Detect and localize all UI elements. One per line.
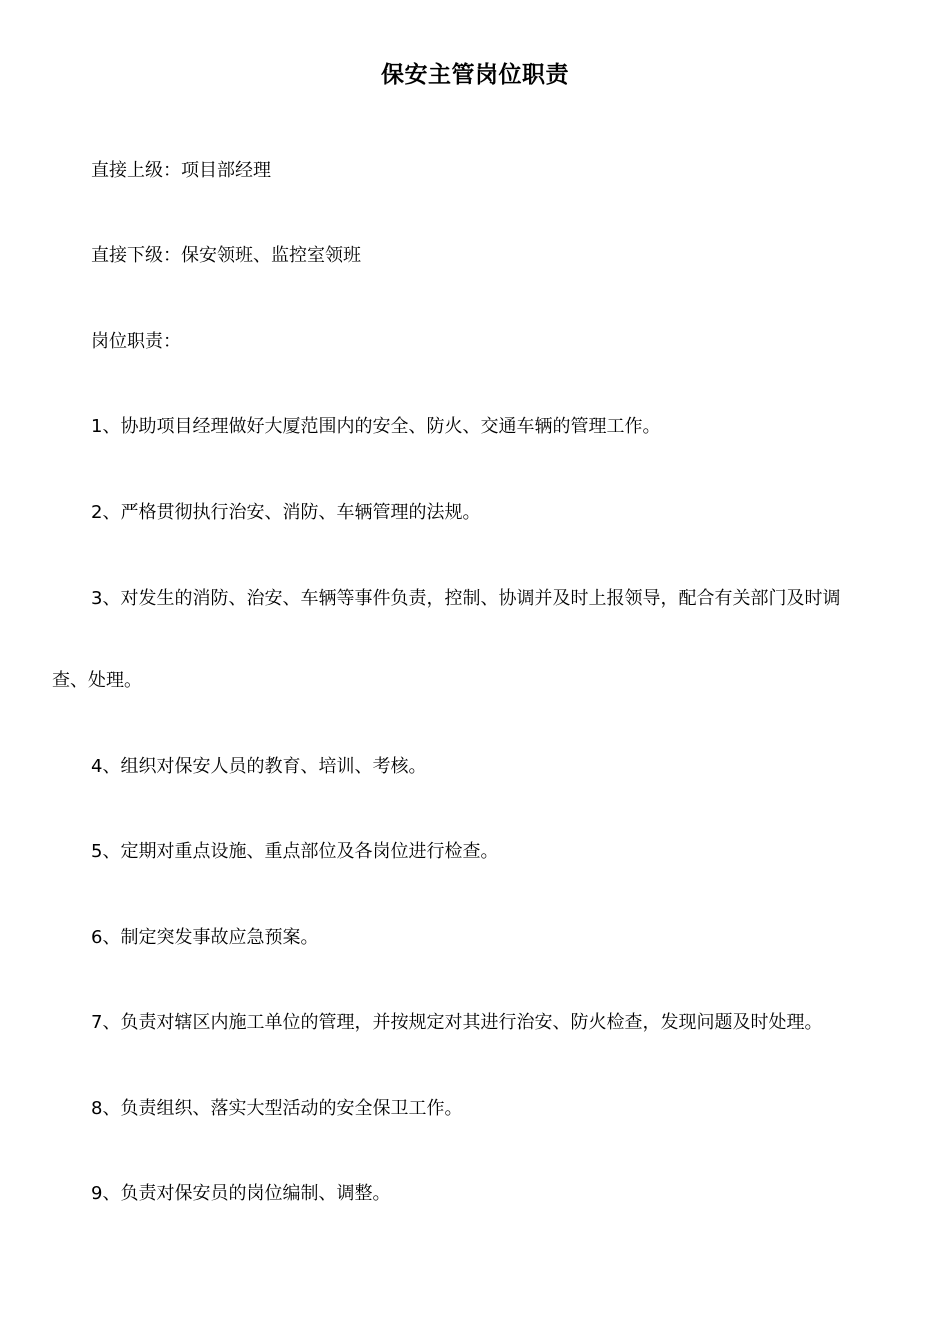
duty-item-2: 2、严格贯彻执行治安、消防、车辆管理的法规。: [91, 502, 481, 523]
duty-item-7: 7、负责对辖区内施工单位的管理，并按规定对其进行治安、防火检查，发现问题及时处理。: [91, 1012, 823, 1033]
duty-item-6: 6、制定突发事故应急预案。: [91, 927, 319, 948]
duty-item-9: 9、负责对保安员的岗位编制、调整。: [91, 1183, 391, 1204]
duty-item-3-continued: 查、处理。: [52, 670, 142, 691]
duties-heading: 岗位职责：: [91, 331, 181, 352]
direct-subordinate: 直接下级：保安领班、监控室领班: [91, 245, 361, 266]
document-title: 保安主管岗位职责: [381, 61, 569, 88]
duty-item-5: 5、定期对重点设施、重点部位及各岗位进行检查。: [91, 841, 499, 862]
duty-item-8: 8、负责组织、落实大型活动的安全保卫工作。: [91, 1098, 463, 1119]
duty-item-4: 4、组织对保安人员的教育、培训、考核。: [91, 756, 427, 777]
direct-superior: 直接上级：项目部经理: [91, 160, 271, 181]
duty-item-3: 3、对发生的消防、治安、车辆等事件负责，控制、协调并及时上报领导，配合有关部门及时调: [91, 588, 841, 609]
duty-item-1: 1、协助项目经理做好大厦范围内的安全、防火、交通车辆的管理工作。: [91, 416, 661, 437]
